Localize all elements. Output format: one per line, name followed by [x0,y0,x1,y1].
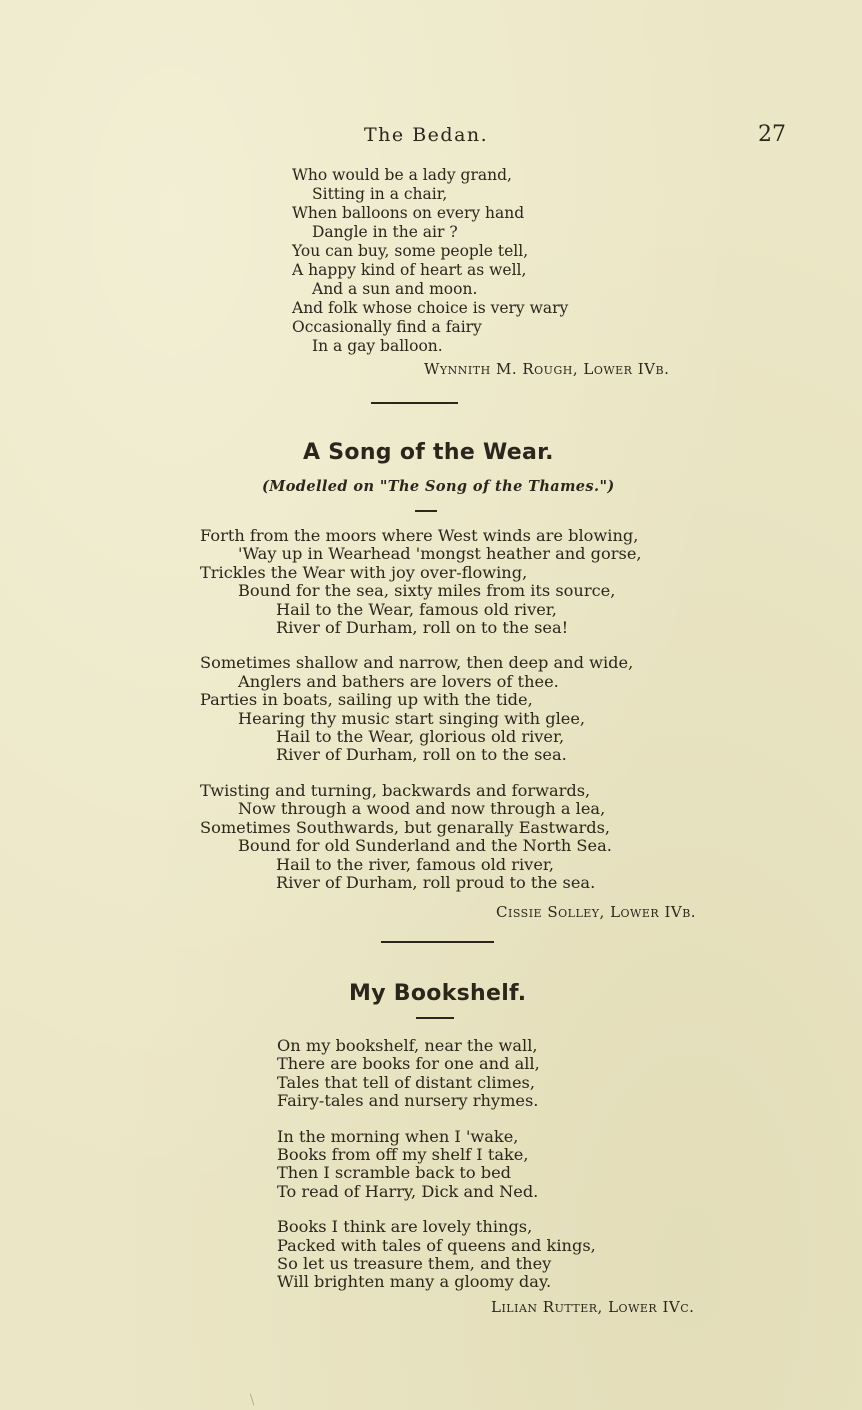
section-divider [371,402,458,404]
poem-my-bookshelf [277,1037,596,1309]
poem-line: You can buy, some people tell, [292,242,529,260]
poem-line: Trickles the Wear with joy over-flowing, [200,562,528,582]
poem-line: Sitting in a chair, [312,185,448,203]
poem-line: In the morning when I 'wake, [277,1126,519,1146]
poem-line: Sometimes shallow and narrow, then deep and wide, [200,653,634,673]
paper-blemish: / [245,1392,259,1408]
poem-line: Books from off my shelf I take, [277,1145,529,1165]
stanza [200,527,642,637]
poem-line: Now through a wood and now through a lea, [238,799,606,819]
stanza [277,1037,596,1111]
stanza [200,654,642,764]
poem-line: Then I scramble back to bed [277,1163,512,1183]
poem-line: Hail to the river, famous old river, [276,854,554,874]
title-dash [415,510,437,512]
poem-line: Fairy-tales and nursery rhymes. [277,1091,539,1111]
poem-balloon [292,166,568,356]
poem-line: Hail to the Wear, glorious old river, [276,727,565,747]
poem-line: Bound for the sea, sixty miles from its source, [238,581,616,601]
poem-line: So let us treasure them, and they [277,1254,552,1274]
poem-line: In a gay balloon. [312,337,443,355]
poem-subtitle: (Modelled on "The Song of the Thames.") [262,478,615,495]
poem-line: River of Durham, roll on to the sea. [276,745,567,765]
poem-line: When balloons on every hand [292,204,525,222]
poem-line: Anglers and bathers are lovers of thee. [238,671,559,691]
running-title: The Bedan. [364,124,489,146]
poem-title: A Song of the Wear. [303,440,554,465]
section-divider [381,941,494,943]
poem-line: Forth from the moors where West winds are blowing, [200,526,639,545]
poem-line: On my bookshelf, near the wall, [277,1036,538,1055]
poem-line: Sometimes Southwards, but genarally Eastwards, [200,817,611,837]
poem-line: A happy kind of heart as well, [292,261,527,279]
poem-line: Parties in boats, sailing up with the tide, [200,690,533,710]
poem-line: To read of Harry, Dick and Ned. [277,1181,539,1201]
title-dash [416,1017,454,1019]
poem-title: My Bookshelf. [349,981,527,1006]
poem-author: Wynnith M. Rough, Lower IVb. [424,360,670,378]
poem-line: River of Durham, roll proud to the sea. [276,872,596,892]
poem-line: 'Way up in Wearhead 'mongst heather and gorse, [238,544,642,564]
poem-song-of-the-wear [200,527,642,909]
poem-author: Lilian Rutter, Lower IVc. [491,1298,695,1316]
poem-line: And a sun and moon. [312,280,478,298]
stanza [200,782,642,892]
poem-line: Hail to the Wear, famous old river, [276,599,557,619]
poem-line: Dangle in the air ? [312,223,458,241]
poem-line: River of Durham, roll on to the sea! [276,618,569,638]
poem-line: Tales that tell of distant climes, [277,1072,535,1092]
poem-line: Books I think are lovely things, [277,1217,533,1237]
poem-line: Twisting and turning, backwards and forwards, [200,780,591,800]
poem-author: Cissie Solley, Lower IVb. [496,903,697,921]
poem-line: Who would be a lady grand, [292,166,512,184]
poem-line: There are books for one and all, [277,1054,540,1074]
poem-line: And folk whose choice is very wary [292,299,569,317]
poem-line: Bound for old Sunderland and the North Sea. [238,836,612,856]
poem-line: Packed with tales of queens and kings, [277,1235,596,1255]
stanza [277,1218,596,1292]
poem-line: Will brighten many a gloomy day. [277,1272,552,1292]
stanza [277,1128,596,1202]
page-number: 27 [758,122,786,147]
poem-line: Hearing thy music start singing with glee, [238,708,586,728]
poem-line: Occasionally find a fairy [292,318,482,336]
